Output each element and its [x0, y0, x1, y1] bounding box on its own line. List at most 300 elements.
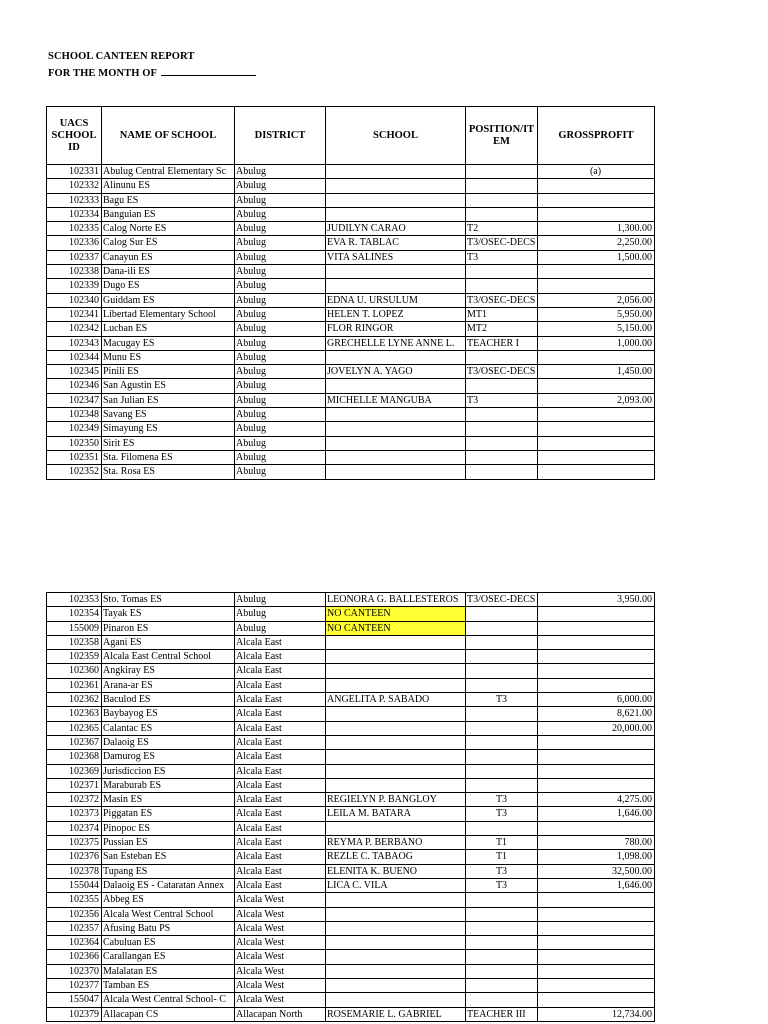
- cell-grossprofit: [538, 907, 655, 921]
- cell-uacs-id: 102347: [47, 393, 102, 407]
- cell-school-name: Agani ES: [102, 635, 235, 649]
- cell-district: Alcala East: [235, 850, 326, 864]
- cell-school-contact: [326, 735, 466, 749]
- cell-uacs-id: 102370: [47, 964, 102, 978]
- table-row: [47, 607, 655, 621]
- cell-uacs-id: 102365: [47, 721, 102, 735]
- table-row: [47, 193, 655, 207]
- header-name-of-school: NAME OF SCHOOL: [102, 107, 235, 165]
- cell-grossprofit: [538, 650, 655, 664]
- cell-uacs-id: 102375: [47, 836, 102, 850]
- cell-uacs-id: 102349: [47, 422, 102, 436]
- cell-uacs-id: 102346: [47, 379, 102, 393]
- cell-district: Alcala West: [235, 893, 326, 907]
- cell-district: Alcala East: [235, 750, 326, 764]
- cell-uacs-id: 102354: [47, 607, 102, 621]
- cell-school-contact: ELENITA K. BUENO: [326, 864, 466, 878]
- cell-school-name: San Julian ES: [102, 393, 235, 407]
- table-row: [47, 436, 655, 450]
- cell-position: [466, 265, 538, 279]
- cell-grossprofit: [538, 621, 655, 635]
- table-row: [47, 365, 655, 379]
- cell-school-name: Arana-ar ES: [102, 678, 235, 692]
- cell-school-contact: JUDILYN CARAO: [326, 222, 466, 236]
- cell-school-contact: FLOR RINGOR: [326, 322, 466, 336]
- cell-school-name: Pussian ES: [102, 836, 235, 850]
- cell-school-contact: [326, 707, 466, 721]
- cell-school-contact: REGIELYN P. BANGLOY: [326, 793, 466, 807]
- header-uacs-id: UACS SCHOOL ID: [47, 107, 102, 165]
- cell-uacs-id: 102379: [47, 1007, 102, 1021]
- cell-uacs-id: 102360: [47, 664, 102, 678]
- cell-uacs-id: 155044: [47, 878, 102, 892]
- cell-district: Abulug: [235, 365, 326, 379]
- table-row: [47, 693, 655, 707]
- cell-grossprofit: 5,950.00: [538, 307, 655, 321]
- cell-position: [466, 893, 538, 907]
- cell-uacs-id: 102339: [47, 279, 102, 293]
- cell-uacs-id: 102363: [47, 707, 102, 721]
- cell-school-contact: EVA R. TABLAC: [326, 236, 466, 250]
- cell-district: Alcala West: [235, 936, 326, 950]
- cell-school-contact: [326, 664, 466, 678]
- cell-school-contact: VITA SALINES: [326, 250, 466, 264]
- cell-school-contact: MICHELLE MANGUBA: [326, 393, 466, 407]
- table-row: [47, 250, 655, 264]
- table-row: [47, 593, 655, 607]
- cell-school-name: Guiddam ES: [102, 293, 235, 307]
- cell-district: Abulug: [235, 593, 326, 607]
- cell-position: [466, 778, 538, 792]
- cell-school-name: Simayung ES: [102, 422, 235, 436]
- cell-district: Alcala East: [235, 807, 326, 821]
- cell-uacs-id: 102331: [47, 165, 102, 179]
- cell-school-contact: [326, 936, 466, 950]
- cell-grossprofit: 6,000.00: [538, 693, 655, 707]
- cell-position: T2: [466, 222, 538, 236]
- cell-school-contact: [326, 193, 466, 207]
- cell-position: [466, 350, 538, 364]
- table-header-row: [47, 107, 655, 165]
- cell-grossprofit: [538, 735, 655, 749]
- cell-uacs-id: 102356: [47, 907, 102, 921]
- cell-grossprofit: [538, 465, 655, 479]
- cell-district: Abulug: [235, 250, 326, 264]
- table-row: [47, 678, 655, 692]
- cell-position: [466, 607, 538, 621]
- cell-school-contact: [326, 408, 466, 422]
- table-row: [47, 950, 655, 964]
- cell-position: [466, 422, 538, 436]
- cell-uacs-id: 102372: [47, 793, 102, 807]
- cell-position: [466, 635, 538, 649]
- cell-school-contact: [326, 921, 466, 935]
- cell-uacs-id: 102350: [47, 436, 102, 450]
- cell-position: [466, 979, 538, 993]
- cell-school-contact: REYMA P. BERBANO: [326, 836, 466, 850]
- cell-district: Abulug: [235, 450, 326, 464]
- cell-school-contact: [326, 721, 466, 735]
- cell-position: [466, 379, 538, 393]
- cell-uacs-id: 102332: [47, 179, 102, 193]
- table-row: [47, 836, 655, 850]
- cell-position: [466, 993, 538, 1007]
- canteen-table-part1: [46, 106, 655, 480]
- table-row: [47, 179, 655, 193]
- cell-school-contact: REZLE C. TABAOG: [326, 850, 466, 864]
- table-row: [47, 621, 655, 635]
- cell-school-name: Dugo ES: [102, 279, 235, 293]
- cell-school-name: Lucban ES: [102, 322, 235, 336]
- cell-uacs-id: 102367: [47, 735, 102, 749]
- cell-district: Alcala East: [235, 707, 326, 721]
- cell-school-name: Calog Norte ES: [102, 222, 235, 236]
- cell-school-contact: [326, 678, 466, 692]
- cell-school-contact: NO CANTEEN: [326, 607, 466, 621]
- cell-school-name: Calantac ES: [102, 721, 235, 735]
- cell-uacs-id: 102344: [47, 350, 102, 364]
- cell-district: Abulug: [235, 222, 326, 236]
- table-row: [47, 265, 655, 279]
- cell-grossprofit: 4,275.00: [538, 793, 655, 807]
- table-row: [47, 236, 655, 250]
- cell-grossprofit: [538, 450, 655, 464]
- cell-district: Abulug: [235, 621, 326, 635]
- cell-grossprofit: 3,950.00: [538, 593, 655, 607]
- cell-district: Abulug: [235, 207, 326, 221]
- table-row: [47, 222, 655, 236]
- cell-position: [466, 179, 538, 193]
- cell-district: Abulug: [235, 422, 326, 436]
- cell-uacs-id: 102359: [47, 650, 102, 664]
- cell-position: T3: [466, 878, 538, 892]
- cell-school-name: Baybayog ES: [102, 707, 235, 721]
- canteen-table-part2: [46, 592, 655, 1022]
- table-row: [47, 1007, 655, 1021]
- cell-position: T3: [466, 693, 538, 707]
- table-row: [47, 465, 655, 479]
- cell-district: Abulug: [235, 293, 326, 307]
- cell-uacs-id: 102335: [47, 222, 102, 236]
- cell-school-name: Carallangan ES: [102, 950, 235, 964]
- table-row: [47, 293, 655, 307]
- cell-school-contact: LICA C. VILA: [326, 878, 466, 892]
- cell-district: Abulug: [235, 179, 326, 193]
- cell-school-contact: [326, 379, 466, 393]
- cell-position: [466, 964, 538, 978]
- cell-district: Alcala East: [235, 836, 326, 850]
- cell-district: Alcala East: [235, 793, 326, 807]
- cell-position: [466, 735, 538, 749]
- cell-school-name: San Esteban ES: [102, 850, 235, 864]
- cell-position: [466, 664, 538, 678]
- table-row: [47, 893, 655, 907]
- table-row: [47, 864, 655, 878]
- cell-district: Alcala East: [235, 764, 326, 778]
- cell-school-contact: LEONORA G. BALLESTEROS: [326, 593, 466, 607]
- cell-grossprofit: [538, 993, 655, 1007]
- table-row: [47, 936, 655, 950]
- cell-school-contact: GRECHELLE LYNE ANNE L.: [326, 336, 466, 350]
- cell-school-name: Sta. Filomena ES: [102, 450, 235, 464]
- cell-school-name: Alcala West Central School- C: [102, 993, 235, 1007]
- cell-district: Alcala East: [235, 678, 326, 692]
- cell-uacs-id: 102357: [47, 921, 102, 935]
- cell-school-contact: NO CANTEEN: [326, 621, 466, 635]
- cell-school-name: San Agustin ES: [102, 379, 235, 393]
- cell-position: [466, 921, 538, 935]
- cell-uacs-id: 102341: [47, 307, 102, 321]
- table-row: [47, 750, 655, 764]
- cell-school-name: Sirit ES: [102, 436, 235, 450]
- table-row: [47, 450, 655, 464]
- cell-school-name: Banguian ES: [102, 207, 235, 221]
- cell-district: Alcala East: [235, 635, 326, 649]
- cell-position: T3: [466, 250, 538, 264]
- cell-grossprofit: [538, 936, 655, 950]
- cell-district: Alcala East: [235, 664, 326, 678]
- cell-district: Abulug: [235, 336, 326, 350]
- cell-school-name: Dalaoig ES - Cataratan Annex: [102, 878, 235, 892]
- cell-position: [466, 621, 538, 635]
- table-row: [47, 778, 655, 792]
- cell-school-contact: [326, 778, 466, 792]
- cell-school-contact: [326, 907, 466, 921]
- cell-school-contact: [326, 465, 466, 479]
- cell-position: [466, 678, 538, 692]
- cell-school-name: Tupang ES: [102, 864, 235, 878]
- cell-school-name: Alinunu ES: [102, 179, 235, 193]
- cell-district: Alcala West: [235, 921, 326, 935]
- cell-position: MT2: [466, 322, 538, 336]
- table-row: [47, 408, 655, 422]
- cell-position: [466, 936, 538, 950]
- cell-school-contact: EDNA U. URSULUM: [326, 293, 466, 307]
- cell-grossprofit: [538, 635, 655, 649]
- cell-school-name: Tayak ES: [102, 607, 235, 621]
- cell-grossprofit: 1,646.00: [538, 807, 655, 821]
- cell-position: [466, 707, 538, 721]
- cell-uacs-id: 102358: [47, 635, 102, 649]
- cell-district: Allacapan North: [235, 1007, 326, 1021]
- cell-position: [466, 165, 538, 179]
- cell-school-contact: [326, 650, 466, 664]
- cell-uacs-id: 102373: [47, 807, 102, 821]
- cell-grossprofit: 1,500.00: [538, 250, 655, 264]
- cell-uacs-id: 102336: [47, 236, 102, 250]
- cell-school-name: Masin ES: [102, 793, 235, 807]
- cell-uacs-id: 102361: [47, 678, 102, 692]
- cell-position: [466, 950, 538, 964]
- header-school: SCHOOL: [326, 107, 466, 165]
- cell-district: Alcala East: [235, 693, 326, 707]
- table-row: [47, 650, 655, 664]
- cell-school-name: Allacapan CS: [102, 1007, 235, 1021]
- cell-position: T3: [466, 793, 538, 807]
- cell-position: MT1: [466, 307, 538, 321]
- cell-school-name: Baculod ES: [102, 693, 235, 707]
- cell-grossprofit: [538, 950, 655, 964]
- cell-grossprofit: 20,000.00: [538, 721, 655, 735]
- table-row: [47, 764, 655, 778]
- cell-school-contact: ANGELITA P. SABADO: [326, 693, 466, 707]
- cell-grossprofit: [538, 778, 655, 792]
- cell-school-name: Damurog ES: [102, 750, 235, 764]
- cell-grossprofit: [538, 436, 655, 450]
- cell-uacs-id: 102342: [47, 322, 102, 336]
- cell-grossprofit: [538, 664, 655, 678]
- cell-district: Abulug: [235, 607, 326, 621]
- table-row: [47, 307, 655, 321]
- cell-grossprofit: 1,450.00: [538, 365, 655, 379]
- cell-school-contact: [326, 165, 466, 179]
- cell-district: Alcala East: [235, 878, 326, 892]
- cell-school-contact: [326, 279, 466, 293]
- report-month-line: [48, 66, 256, 79]
- cell-uacs-id: 155047: [47, 993, 102, 1007]
- cell-school-contact: [326, 450, 466, 464]
- cell-position: [466, 650, 538, 664]
- cell-position: T3: [466, 864, 538, 878]
- cell-school-contact: LEILA M. BATARA: [326, 807, 466, 821]
- cell-school-contact: [326, 436, 466, 450]
- cell-school-name: Cabuluan ES: [102, 936, 235, 950]
- cell-grossprofit: 2,056.00: [538, 293, 655, 307]
- cell-grossprofit: 1,646.00: [538, 878, 655, 892]
- cell-uacs-id: 102343: [47, 336, 102, 350]
- cell-position: T1: [466, 836, 538, 850]
- cell-uacs-id: 102334: [47, 207, 102, 221]
- cell-uacs-id: 102368: [47, 750, 102, 764]
- cell-district: Alcala East: [235, 721, 326, 735]
- cell-school-name: Sto. Tomas ES: [102, 593, 235, 607]
- cell-grossprofit: [538, 422, 655, 436]
- cell-school-name: Abbeg ES: [102, 893, 235, 907]
- cell-district: Alcala West: [235, 950, 326, 964]
- cell-district: Alcala West: [235, 979, 326, 993]
- cell-grossprofit: [538, 764, 655, 778]
- cell-position: TEACHER III: [466, 1007, 538, 1021]
- cell-school-name: Maraburab ES: [102, 778, 235, 792]
- cell-school-name: Libertad Elementary School: [102, 307, 235, 321]
- table-row: [47, 821, 655, 835]
- cell-school-name: Canayun ES: [102, 250, 235, 264]
- cell-uacs-id: 102337: [47, 250, 102, 264]
- cell-grossprofit: [538, 408, 655, 422]
- cell-position: T3/OSEC-DECS: [466, 293, 538, 307]
- cell-uacs-id: 102366: [47, 950, 102, 964]
- cell-uacs-id: 102355: [47, 893, 102, 907]
- table-row: [47, 850, 655, 864]
- cell-district: Alcala West: [235, 964, 326, 978]
- header-position-item: POSITION/IT EM: [466, 107, 538, 165]
- cell-grossprofit: 5,150.00: [538, 322, 655, 336]
- header-grossprofit: GROSSPROFIT: [538, 107, 655, 165]
- table-row: [47, 735, 655, 749]
- cell-district: Abulug: [235, 393, 326, 407]
- cell-position: [466, 408, 538, 422]
- table-row: [47, 907, 655, 921]
- table-row: [47, 393, 655, 407]
- table-row: [47, 279, 655, 293]
- cell-grossprofit: [538, 979, 655, 993]
- cell-grossprofit: 1,300.00: [538, 222, 655, 236]
- month-blank-line: [161, 66, 256, 76]
- cell-uacs-id: 102340: [47, 293, 102, 307]
- cell-grossprofit: [538, 750, 655, 764]
- cell-district: Abulug: [235, 279, 326, 293]
- cell-school-contact: [326, 764, 466, 778]
- cell-district: Abulug: [235, 465, 326, 479]
- cell-school-name: Dana-ili ES: [102, 265, 235, 279]
- cell-district: Abulug: [235, 236, 326, 250]
- cell-position: [466, 465, 538, 479]
- cell-uacs-id: 155009: [47, 621, 102, 635]
- cell-school-name: Alcala East Central School: [102, 650, 235, 664]
- cell-uacs-id: 102338: [47, 265, 102, 279]
- cell-grossprofit: [538, 193, 655, 207]
- cell-school-contact: [326, 350, 466, 364]
- cell-school-name: Bagu ES: [102, 193, 235, 207]
- cell-grossprofit: [538, 179, 655, 193]
- cell-school-contact: [326, 993, 466, 1007]
- cell-school-contact: [326, 179, 466, 193]
- cell-position: T3: [466, 807, 538, 821]
- cell-district: Abulug: [235, 322, 326, 336]
- month-label: FOR THE MONTH OF: [48, 68, 158, 79]
- cell-grossprofit: 780.00: [538, 836, 655, 850]
- cell-school-contact: [326, 964, 466, 978]
- cell-school-name: Malalatan ES: [102, 964, 235, 978]
- cell-school-contact: [326, 979, 466, 993]
- table-row: [47, 964, 655, 978]
- cell-position: [466, 436, 538, 450]
- cell-school-contact: [326, 750, 466, 764]
- table-row: [47, 422, 655, 436]
- cell-position: [466, 279, 538, 293]
- cell-uacs-id: 102362: [47, 693, 102, 707]
- cell-school-name: Angkiray ES: [102, 664, 235, 678]
- cell-grossprofit: [538, 379, 655, 393]
- cell-uacs-id: 102353: [47, 593, 102, 607]
- cell-district: Alcala East: [235, 821, 326, 835]
- cell-grossprofit: 2,250.00: [538, 236, 655, 250]
- table-row: [47, 664, 655, 678]
- cell-school-name: Alcala West Central School: [102, 907, 235, 921]
- table-row: [47, 793, 655, 807]
- cell-uacs-id: 102377: [47, 979, 102, 993]
- table-row: [47, 379, 655, 393]
- cell-school-name: Afusing Batu PS: [102, 921, 235, 935]
- cell-uacs-id: 102369: [47, 764, 102, 778]
- table-row: [47, 322, 655, 336]
- cell-district: Abulug: [235, 408, 326, 422]
- cell-district: Abulug: [235, 436, 326, 450]
- cell-grossprofit: 1,098.00: [538, 850, 655, 864]
- cell-district: Abulug: [235, 350, 326, 364]
- cell-uacs-id: 102371: [47, 778, 102, 792]
- cell-school-contact: [326, 821, 466, 835]
- cell-grossprofit: (a): [538, 165, 655, 179]
- cell-position: [466, 721, 538, 735]
- table-row: [47, 635, 655, 649]
- table-row: [47, 165, 655, 179]
- cell-school-contact: [326, 422, 466, 436]
- cell-school-contact: JOVELYN A. YAGO: [326, 365, 466, 379]
- cell-school-name: Pinopoc ES: [102, 821, 235, 835]
- cell-uacs-id: 102378: [47, 864, 102, 878]
- cell-school-name: Dalaoig ES: [102, 735, 235, 749]
